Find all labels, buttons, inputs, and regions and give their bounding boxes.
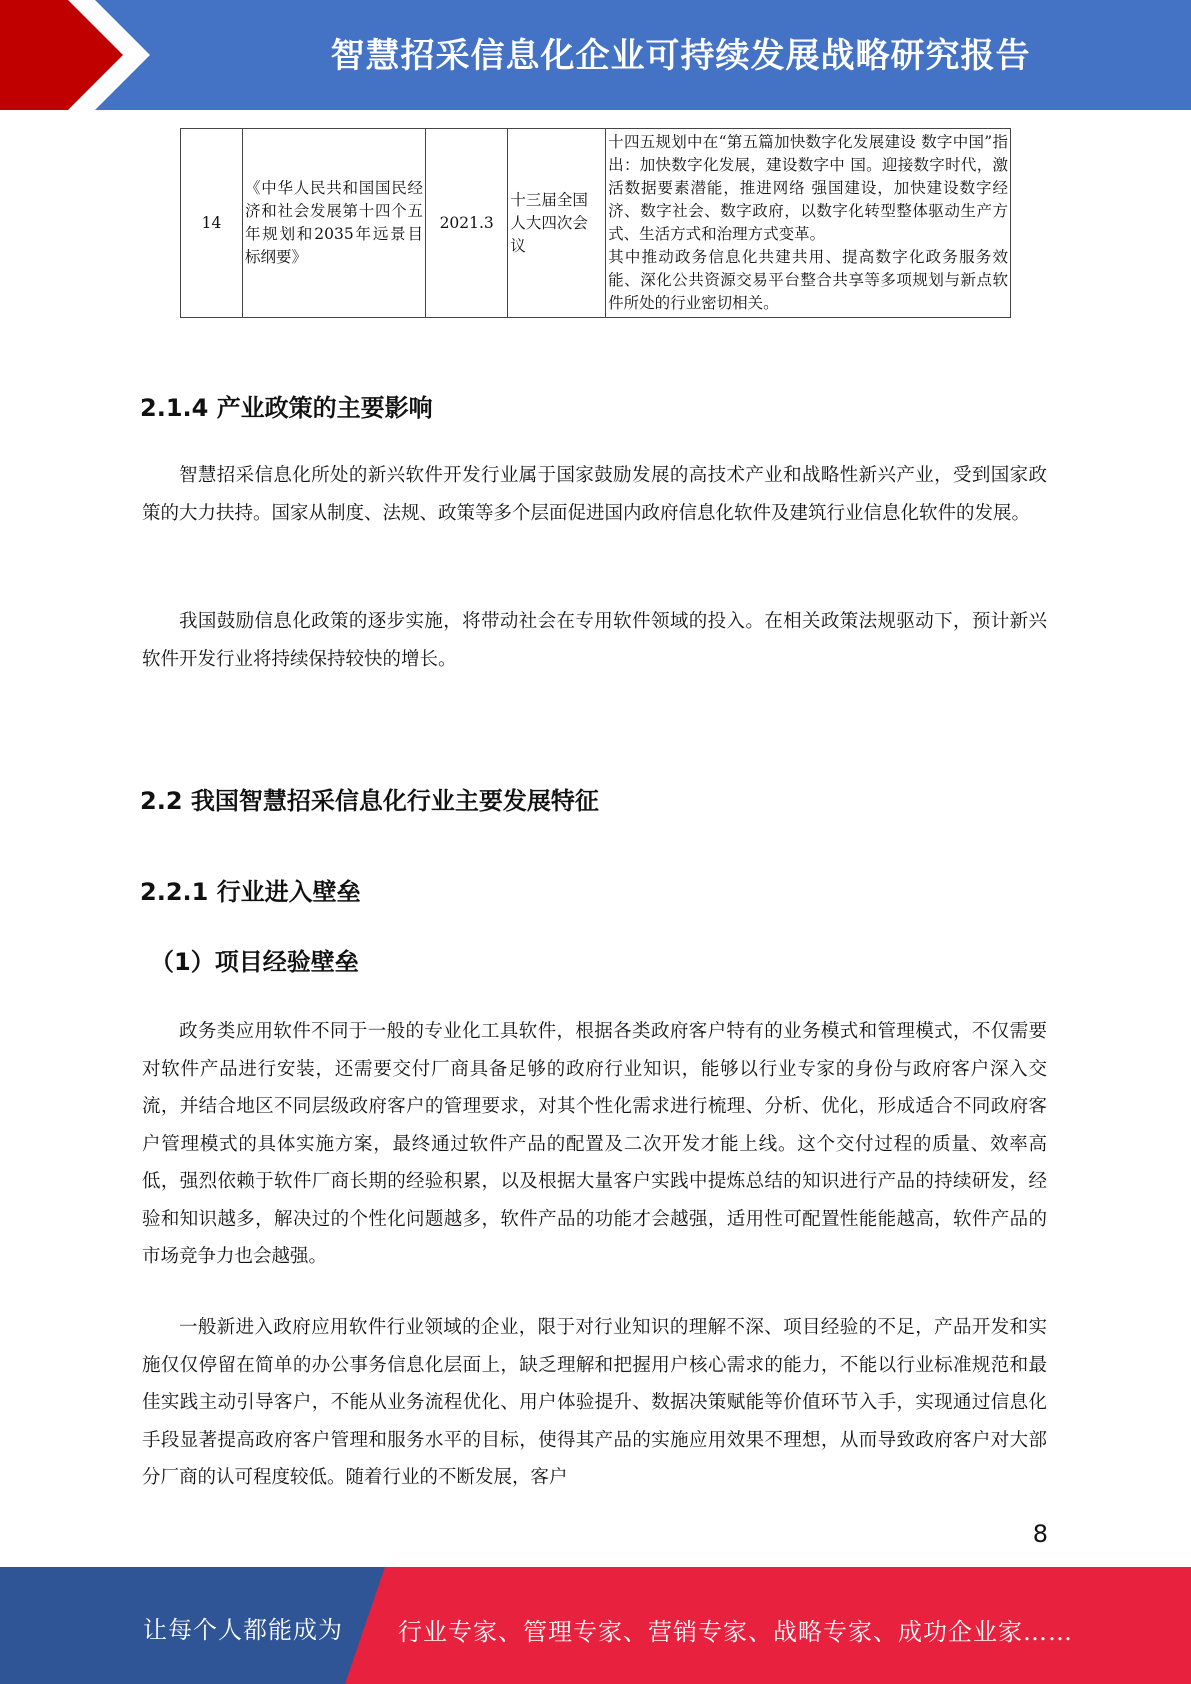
section-heading-2-2: 2.2 我国智慧招采信息化行业主要发展特征 bbox=[140, 787, 599, 815]
table-cell-content bbox=[606, 129, 1011, 318]
report-title: 智慧招采信息化企业可持续发展战略研究报告 bbox=[330, 36, 1031, 76]
table-content-paragraph: 其中推动政务信息化共建共用、提高数字化政务服务效能、深化公共资源交易平台整合共享等多项规划与新点软件所处的行业密切相关。 bbox=[608, 248, 1008, 312]
table-cell-meeting: 十三届全国人大四次会议 bbox=[508, 129, 606, 318]
policy-table bbox=[180, 128, 1011, 318]
header-red-arrow-icon bbox=[0, 0, 150, 110]
page-header bbox=[0, 0, 1191, 110]
body-paragraph: 智慧招采信息化所处的新兴软件开发行业属于国家鼓励发展的高技术产业和战略性新兴产业，受到国家政策的大力扶持。国家从制度、法规、政策等多个层面促进国内政府信息化软件及建筑行业信息化软件的发展。 bbox=[142, 465, 1047, 524]
body-paragraph: 我国鼓励信息化政策的逐步实施，将带动社会在专用软件领域的投入。在相关政策法规驱动下，预计新兴软件开发行业将持续保持较快的增长。 bbox=[142, 611, 1047, 670]
section-heading-2-2-1: 2.2.1 行业进入壁垒 bbox=[140, 878, 361, 906]
table-content-paragraph: 十四五规划中在“第五篇加快数字化发展建设 数字中国”指出：加快数字化发展，建设数字中 国。迎接数字时代，激活数据要素潜能，推进网络 强国建设，加快建设数字经济、数字社会、数字政府，以数字化转型整体驱动生产方式、生活方式和治理方式变革。 bbox=[608, 133, 1008, 243]
section-heading-2-1-4: 2.1.4 产业政策的主要影响 bbox=[140, 394, 433, 422]
footer-slogan-right: 行业专家、管理专家、营销专家、战略专家、成功企业家…… bbox=[398, 1618, 1073, 1646]
table-cell-policy-name: 《中华人民共和国国民经济和社会发展第十四个五年规划和2035年远景目标纲要》 bbox=[242, 129, 425, 318]
footer-slogan-left: 让每个人都能成为 bbox=[143, 1616, 343, 1644]
page-footer bbox=[0, 1567, 1191, 1684]
body-paragraph: 政务类应用软件不同于一般的专业化工具软件，根据各类政府客户特有的业务模式和管理模式，不仅需要对软件产品进行安装，还需要交付厂商具备足够的政府行业知识，能够以行业专家的身份与政府客户深入交流，并结合地区不同层级政府客户的管理要求，对其个性化需求进行梳理、分析、优化，形成适合不同政府客户管理模式的具体实施方案，最终通过软件产品的配置及二次开发才能上线。这个交付过程的质量、效率高低，强烈依赖于软件厂商长期的经验积累，以及根据大量客户实践中提炼总结的知识进行产品的持续研发，经验和知识越多，解决过的个性化问题越多，软件产品的功能才会越强，适用性可配置性能能越高，软件产品的市场竞争力也会越强。 bbox=[142, 1021, 1047, 1267]
page-number: 8 bbox=[1032, 1520, 1048, 1548]
table-row bbox=[181, 129, 1011, 318]
body-paragraph: 一般新进入政府应用软件行业领域的企业，限于对行业知识的理解不深、项目经验的不足，产品开发和实施仅仅停留在简单的办公事务信息化层面上，缺乏理解和把握用户核心需求的能力，不能以行业标准规范和最佳实践主动引导客户，不能从业务流程优化、用户体验提升、数据决策赋能等价值环节入手，实现通过信息化手段显著提高政府客户管理和服务水平的目标，使得其产品的实施应用效果不理想，从而导致政府客户对大部分厂商的认可程度较低。随着行业的不断发展，客户 bbox=[142, 1317, 1047, 1488]
table-cell-date: 2021.3 bbox=[426, 129, 508, 318]
subsection-heading-project-experience: （1）项目经验壁垒 bbox=[150, 948, 359, 976]
table-cell-number: 14 bbox=[181, 129, 243, 318]
